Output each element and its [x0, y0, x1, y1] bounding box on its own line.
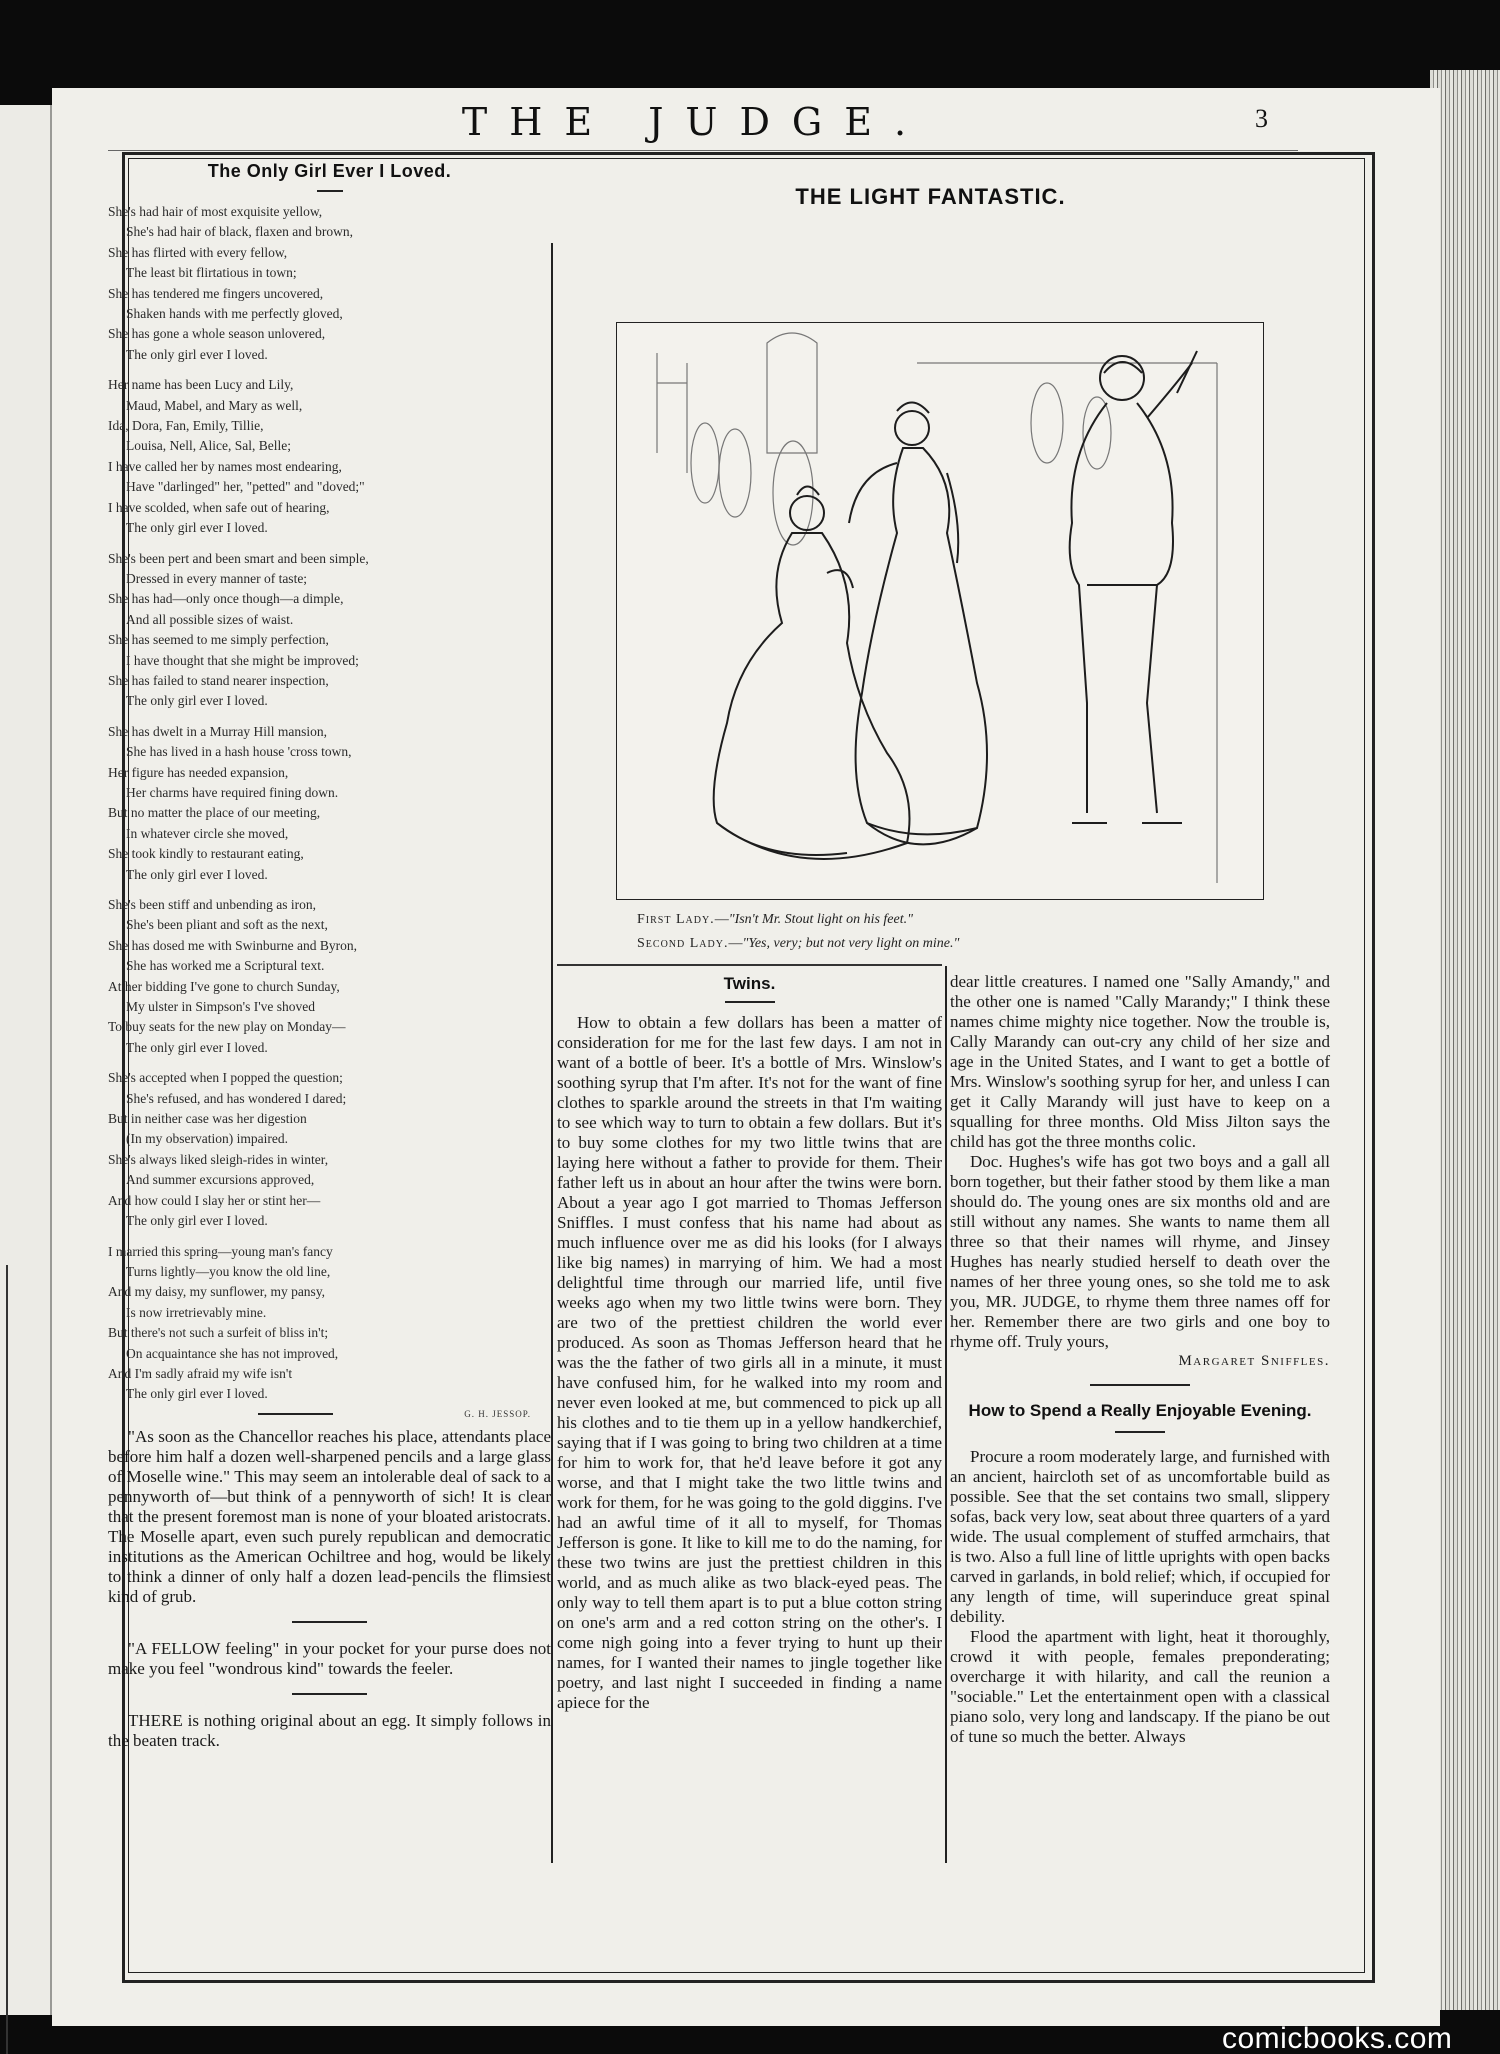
poem-line: And my daisy, my sunflower, my pansy,: [108, 1284, 326, 1300]
poem-line: She has gone a whole season unlovered,: [108, 326, 326, 342]
poem-line: And all possible sizes of waist.: [126, 611, 294, 627]
poem-line: The only girl ever I loved.: [126, 346, 268, 362]
caption-second-lady: Second Lady.—"Yes, very; but not very light on mine.": [637, 936, 960, 951]
poem-line: Shaken hands with me perfectly gloved,: [126, 306, 343, 322]
poem-line: To buy seats for the new play on Monday—: [108, 1019, 346, 1035]
page-number: 3: [1255, 104, 1268, 133]
illustration-bottom-rule: [557, 964, 942, 966]
poem-stanza: [108, 895, 551, 1058]
poem-line: And I'm sadly afraid my wife isn't: [108, 1365, 293, 1381]
watermark: comicbooks.com: [1222, 2022, 1453, 2054]
fellow-paragraph: "A FELLOW feeling" in your pocket for your purse does not make you feel "wondrous kind" towards the feeler.: [108, 1638, 551, 1678]
book-page-edges: [1430, 70, 1500, 2010]
poem-line: (In my observation) impaired.: [126, 1131, 288, 1147]
poem-line: And how could I slay her or stint her—: [108, 1192, 321, 1208]
poem-stanza: [108, 1068, 551, 1231]
poem-line: I have thought that she might be improved;: [126, 652, 359, 668]
poem-line: Her charms have required fining down.: [126, 784, 339, 800]
evening-paragraph-1: Procure a room moderately large, and furnished with an ancient, haircloth set of as uncomfortable build as possible. See that the set contains two small, slippery sofas, back very low, seat about three quarters of a yard wide. The usual complement of stuffed armchairs, that is two. Also a full line of little uprights with open backs carved in garlands, in bold relief; which, if occupied for any length of time, will superinduce great spinal debility.: [950, 1447, 1331, 1626]
column-2-twins: [557, 968, 942, 1713]
hughes-paragraph: Doc. Hughes's wife has got two boys and a gall all born together, but their father stood by them like a man should do. The young ones are six months old and are still without any names. She wants to name them all three so that their names will rhyme, and Jinsey Hughes has nearly studied herself to death over the names of her three young ones, so she told me to ask you, MR. JUDGE, to rhyme them three names off for her. Remember there are two girls and one boy to rhyme off. Truly yours,: [950, 1152, 1330, 1351]
column-1: [108, 158, 551, 1751]
poem-line: Is now irretrievably mine.: [126, 1304, 267, 1320]
masthead-title: THE JUDGE.: [461, 100, 929, 144]
poem: [108, 202, 551, 1405]
evening-paragraph-2: Flood the apartment with light, heat it thoroughly, crowd it with people, females preponderating; overcharge it with hilarity, and call the reunion a "sociable." Let the entertainment open with a classical piano solo, very long and landscapy. If the piano be out of tune so much the better. Always: [950, 1627, 1330, 1746]
poem-title-rule: [317, 190, 343, 192]
poem-line: The only girl ever I loved.: [126, 1386, 268, 1402]
twins-signature: Margaret Sniffles.: [1178, 1353, 1330, 1369]
poem-line: She's accepted when I popped the question;: [108, 1070, 343, 1086]
divider-rule: [292, 1693, 367, 1695]
poem-line: She has dwelt in a Murray Hill mansion,: [108, 723, 327, 739]
poem-line: Dressed in every manner of taste;: [126, 570, 308, 586]
poem-line: She took kindly to restaurant eating,: [108, 846, 304, 862]
illustration-section: [557, 158, 1304, 951]
poem-line: She has failed to stand nearer inspection,: [108, 672, 329, 688]
poem-line: The only girl ever I loved.: [126, 866, 268, 882]
poem-line: She has flirted with every fellow,: [108, 244, 288, 260]
poem-line: She has tendered me fingers uncovered,: [108, 285, 324, 301]
poem-line: The only girl ever I loved.: [126, 520, 268, 536]
poem-line: I have called her by names most endearing,: [108, 458, 342, 474]
poem-line: I have scolded, when safe out of hearing,: [108, 499, 330, 515]
poem-line: The only girl ever I loved.: [126, 693, 268, 709]
egg-paragraph: THERE is nothing original about an egg. It simply follows in the beaten track.: [108, 1710, 551, 1750]
poem-line: And summer excursions approved,: [126, 1172, 315, 1188]
poem-line: Ida, Dora, Fan, Emily, Tillie,: [108, 418, 264, 434]
poem-line: Maud, Mabel, and Mary as well,: [126, 397, 303, 413]
ballroom-drawing: [617, 323, 1263, 899]
poem-line: But in neither case was her digestion: [108, 1111, 307, 1127]
poem-line: But no matter the place of our meeting,: [108, 805, 321, 821]
previous-page-edge: [0, 105, 53, 2015]
poem-stanza: [108, 722, 551, 885]
poem-line: I married this spring—young man's fancy: [108, 1243, 333, 1259]
poem-line: The least bit flirtatious in town;: [126, 265, 297, 281]
illustration-title: THE LIGHT FANTASTIC.: [795, 184, 1066, 209]
poem-line: She has worked me a Scriptural text.: [126, 958, 325, 974]
poem-line: She has had—only once though—a dimple,: [108, 591, 344, 607]
poem-line: She's had hair of black, flaxen and brown,: [126, 224, 353, 240]
poem-line: She's been pert and been smart and been simple,: [108, 550, 369, 566]
divider-rule: [1090, 1384, 1190, 1386]
poem-end-rule: [258, 1413, 333, 1415]
ballroom-illustration: [616, 322, 1264, 900]
column-3: [950, 972, 1330, 1747]
poem-line: She's had hair of most exquisite yellow,: [108, 204, 323, 219]
poem-line: Her name has been Lucy and Lily,: [108, 377, 294, 393]
poem-stanza: [108, 549, 551, 712]
caption-first-lady: First Lady.—"Isn't Mr. Stout light on his feet.": [637, 912, 913, 927]
evening-title-rule: [1115, 1431, 1165, 1433]
poem-line: Turns lightly—you know the old line,: [126, 1263, 331, 1279]
poem-line: She has dosed me with Swinburne and Byron,: [108, 937, 357, 953]
poem-line: At her bidding I've gone to church Sunday,: [108, 978, 340, 994]
header-rule: [108, 150, 1298, 151]
divider-rule: [292, 1621, 367, 1623]
column-rule-right: [945, 966, 947, 1863]
poem-line: She's been stiff and unbending as iron,: [108, 897, 317, 912]
poem-signature: G. H. JESSOP.: [464, 1408, 531, 1419]
poem-line: The only girl ever I loved.: [126, 1213, 268, 1229]
poem-line: In whatever circle she moved,: [126, 825, 289, 841]
poem-line: Louisa, Nell, Alice, Sal, Belle;: [126, 438, 291, 454]
poem-line: She has seemed to me simply perfection,: [108, 632, 329, 648]
twins-title: Twins.: [723, 974, 776, 993]
poem-stanza: [108, 375, 551, 538]
poem-line: But there's not such a surfeit of bliss in't;: [108, 1325, 329, 1341]
poem-line: On acquaintance she has not improved,: [126, 1345, 339, 1361]
poem-line: The only girl ever I loved.: [126, 1039, 268, 1055]
poem-line: She's refused, and has wondered I dared;: [126, 1090, 347, 1106]
poem-line: My ulster in Simpson's I've shoved: [126, 999, 315, 1015]
column-rule-left: [551, 243, 553, 1863]
poem-stanza: [108, 1242, 551, 1405]
twins-title-rule: [725, 1001, 775, 1003]
evening-title: How to Spend a Really Enjoyable Evening.: [968, 1401, 1312, 1420]
chancellor-paragraph: "As soon as the Chancellor reaches his place, attendants place before him half a dozen well-sharpened pencils and a large glass of Moselle wine." This may seem an intolerable deal of sack to a pennyworth of—but think of a pennyworth of sich! It is clear that the present foremost man is none of your bloated aristocrats. The Moselle apart, even such purely republican and democratic institutions as the American Ochiltree and hog, would be likely to think a dinner of only half a dozen lead-pencils the flimsiest kind of grub.: [108, 1426, 551, 1606]
poem-title: The Only Girl Ever I Loved.: [207, 161, 452, 181]
poem-line: Her figure has needed expansion,: [108, 764, 289, 780]
twins-body: How to obtain a few dollars has been a matter of consideration for me for the last few days. I am not in want of a bottle of beer. It's a bottle of Mrs. Winslow's soothing syrup that I'm after. It's not for the want of fine clothes to sparkle around the streets in that I'm waiting to see which way to turn to obtain a few dollars. But it's to buy some clothes for my two little twins that are laying here without a father to provide for them. Their father left us in about an hour after the twins were born. About a year ago I got married to Thomas Jefferson Sniffles. I must confess that his name had about as much influence over me as did his looks (for I always like big names) in marrying of him. We had a most delightful time through our married life, until five weeks ago when my two little twins were born. They are two of the prettiest children the world ever produced. As soon as Thomas Jefferson heard that he was the the father of two girls all in a minute, it must have confused him, for he walked into my room and never even looked at me, but commenced to pick up all his clothes and to tie them up in a yellow handkerchief, saying that if I was going to bring two children at a time for him to work for, that he'd leave before it got any worse, and that I might take the two little twins and work for them, for he was going to the gold diggins. I've had an awful time of it all to myself, for Thomas Jefferson is gone. It like to kill me to do the naming, for these two twins are just the prettiest children in this world, and as much alike as two black-eyed peas. The only way to tell them apart is to put a blue cotton string on one's arm and a red cotton string on the other's. I come nigh going into a fever trying to hunt up their names, for I wanted their names to jingle together like poetry, and last night I succeeded in finding a name apiece for the: [557, 1013, 942, 1712]
poem-line: She's always liked sleigh-rides in winter,: [108, 1151, 329, 1167]
twins-continuation: dear little creatures. I named one "Sally Amandy," and the other one is named "Cally Marandy;" I think these names chime mighty nice together. Now the trouble is, Cally Marandy can out-cry any child of her size and age in the United States, and I want to get a bottle of Mrs. Winslow's soothing syrup for her, and unless I can get it Cally Marandy will just have to keep on a squalling for three months. Old Miss Jilton says the child has got the three months colic.: [950, 972, 1330, 1151]
poem-line: She's been pliant and soft as the next,: [126, 917, 328, 933]
poem-stanza: [108, 202, 551, 365]
poem-line: Have "darlinged" her, "petted" and "doved;": [126, 479, 365, 495]
poem-line: She has lived in a hash house 'cross town,: [126, 744, 352, 760]
